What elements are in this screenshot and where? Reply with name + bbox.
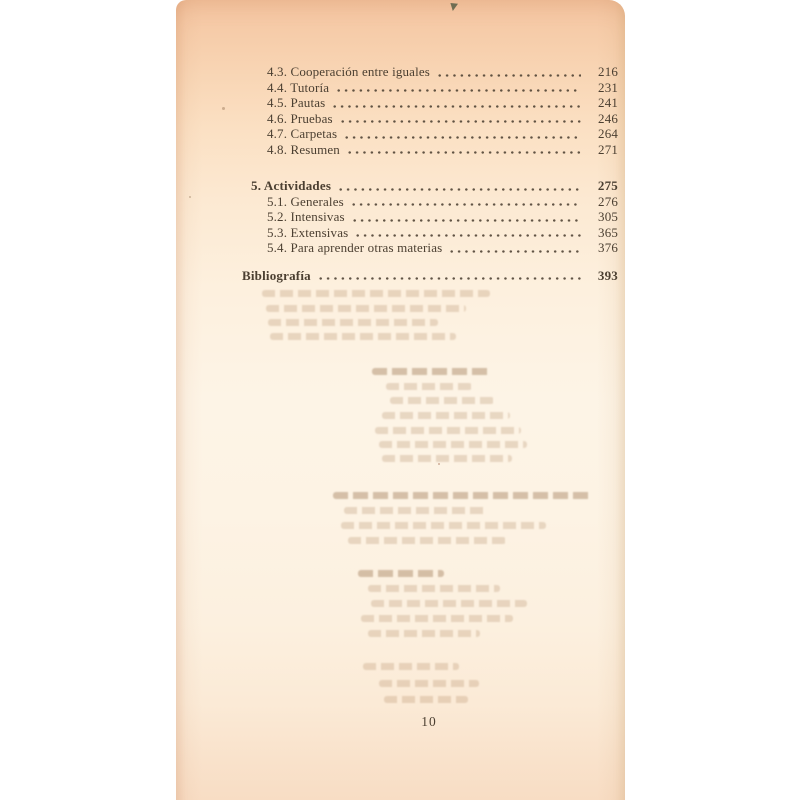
toc-entry bbox=[242, 178, 618, 194]
ghost-text-line bbox=[384, 696, 468, 703]
dot-leader bbox=[448, 242, 581, 254]
dot-leader bbox=[346, 143, 581, 155]
ghost-text-line bbox=[382, 412, 510, 419]
table-of-contents bbox=[242, 64, 618, 283]
ghost-text-line bbox=[390, 397, 494, 404]
toc-entry-label: 5.2. Intensivas bbox=[267, 209, 345, 224]
dot-leader bbox=[335, 81, 581, 93]
ghost-text-line bbox=[333, 492, 593, 499]
ghost-text-line bbox=[341, 522, 546, 529]
toc-entry bbox=[242, 225, 618, 241]
toc-entry-page-number: 231 bbox=[598, 79, 618, 95]
dot-leader bbox=[331, 97, 581, 109]
page-number: 10 bbox=[421, 714, 437, 729]
toc-entry bbox=[242, 142, 618, 158]
toc-entry bbox=[242, 209, 618, 225]
book-page bbox=[176, 0, 625, 800]
ghost-text-line bbox=[344, 507, 486, 514]
toc-entry-label: 5.1. Generales bbox=[267, 193, 344, 209]
toc-entry-page-number: 305 bbox=[598, 209, 618, 224]
dot-leader bbox=[354, 226, 581, 238]
toc-entry bbox=[242, 80, 618, 96]
toc-entry-label: 4.5. Pautas bbox=[267, 95, 326, 110]
toc-entry bbox=[242, 126, 618, 142]
toc-entry bbox=[242, 268, 618, 284]
toc-entry-page-number: 264 bbox=[598, 126, 618, 141]
ghost-text-line bbox=[270, 333, 456, 340]
toc-entry-page-number: 275 bbox=[597, 178, 618, 193]
ghost-text-line bbox=[368, 585, 500, 592]
toc-entry-page-number: 271 bbox=[598, 141, 618, 157]
ghost-text-line bbox=[268, 319, 438, 326]
toc-entry-page-number: 365 bbox=[598, 224, 618, 240]
ghost-text-line bbox=[368, 630, 480, 637]
toc-entry-label: 4.8. Resumen bbox=[267, 141, 340, 157]
ghost-text-line bbox=[379, 680, 479, 687]
toc-entry-page-number: 276 bbox=[598, 193, 618, 209]
toc-entry-page-number: 376 bbox=[598, 240, 618, 255]
toc-entry-label: 5.3. Extensivas bbox=[267, 224, 349, 240]
paper-speck bbox=[189, 196, 191, 198]
ink-speck-icon bbox=[450, 3, 458, 11]
dot-leader bbox=[343, 128, 581, 140]
toc-entry-label: 4.7. Carpetas bbox=[267, 126, 338, 141]
ghost-text-line bbox=[266, 305, 466, 312]
toc-entry-label: 4.3. Cooperación entre iguales bbox=[267, 64, 430, 79]
dot-leader bbox=[436, 66, 581, 78]
dot-leader bbox=[339, 112, 581, 124]
ghost-text-line bbox=[386, 383, 472, 390]
toc-entry bbox=[242, 95, 618, 111]
toc-entry-label: 4.6. Pruebas bbox=[267, 110, 333, 126]
toc-entry bbox=[242, 111, 618, 127]
ghost-text-line bbox=[379, 441, 527, 448]
dot-leader bbox=[317, 269, 581, 281]
toc-entry-page-number: 393 bbox=[597, 267, 618, 283]
ghost-text-line bbox=[348, 537, 506, 544]
ghost-text-line bbox=[371, 600, 527, 607]
toc-entry bbox=[242, 64, 618, 80]
paper-speck bbox=[438, 463, 440, 465]
ghost-text-line bbox=[375, 427, 521, 434]
paper-speck bbox=[222, 107, 225, 110]
ghost-text-line bbox=[358, 570, 444, 577]
ghost-text-line bbox=[262, 290, 490, 297]
ghost-text-line bbox=[372, 368, 490, 375]
ghost-text-line bbox=[363, 663, 459, 670]
toc-entry-page-number: 216 bbox=[598, 64, 618, 79]
dot-leader bbox=[351, 211, 581, 223]
dot-leader bbox=[337, 180, 581, 192]
toc-entry-label: 5.4. Para aprender otras materias bbox=[267, 240, 443, 255]
dot-leader bbox=[350, 195, 581, 207]
ghost-text-line bbox=[382, 455, 512, 462]
toc-entry-label: 4.4. Tutoría bbox=[267, 79, 330, 95]
toc-entry-page-number: 241 bbox=[598, 95, 618, 110]
ghost-text-line bbox=[361, 615, 513, 622]
toc-entry-page-number: 246 bbox=[598, 110, 618, 126]
toc-entry bbox=[242, 240, 618, 256]
toc-entry-label: Bibliografía bbox=[242, 267, 311, 283]
toc-entry-label: 5. Actividades bbox=[251, 178, 332, 193]
toc-entry bbox=[242, 194, 618, 210]
